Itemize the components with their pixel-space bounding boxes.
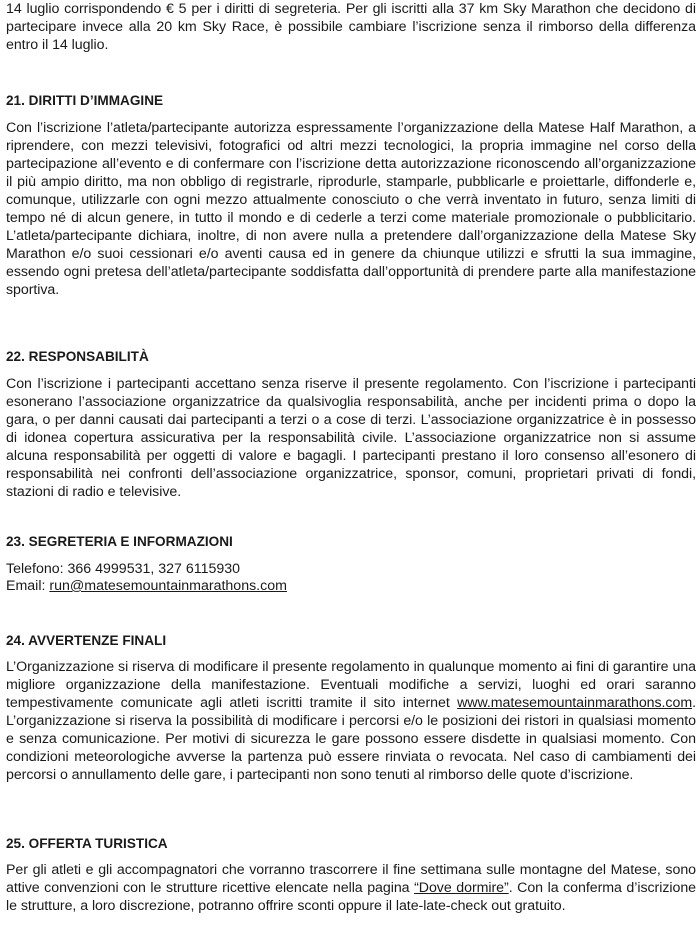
section-21-body: Con l’iscrizione l’atleta/partecipante autorizza espressamente l’organizzazione della Matese Half Marathon, a riprendere, con mezzi televisivi, fotografici od altri mezzi tecnologici, la propria immagine nel corso della partecipazione all’evento e di confermare con l’iscrizione detta autorizzazione riconoscendo all’organizzazione il più ampio diritto, ma non obbligo di registrarle, riprodurle, stamparle, pubblicarle e proiettarle, diffonderle e, comunque, utilizzarle con ogni mezzo attualmente conosciuto o che verrà inventato in futuro, senza limiti di tempo né di alcun genere, in tutto il mondo e di cederle a terzi come materiale promozionale o pubblicitario. L’atleta/partecipante dichiara, inoltre, di non avere nulla a pretendere dall’organizzazione della Matese Sky Marathon e/o suoi cessionari e/o aventi causa ed in genere da chiunque utilizzi e sfrutti la sua immagine, essendo ogni pretesa dell’atleta/partecipante soddisfatta dall’opportunità di prendere parte alla manifestazione sportiva. [6, 120, 696, 298]
dove-dormire-link[interactable]: “Dove dormire” [414, 880, 509, 896]
contact-email-link[interactable]: run@matesemountainmarathons.com [49, 578, 287, 594]
contact-email-label: Email: [6, 578, 50, 594]
section-21-title: 21. DIRITTI D’IMMAGINE [6, 93, 164, 108]
section-25-text-before: Per gli atleti e gli accompagnatori che vorranno trascorrere il fine settimana sulle montagne del Matese, sono attive convenzioni con le strutture ricettive elencate nella pagina [6, 862, 696, 896]
contact-email-line [6, 577, 287, 595]
section-25-text-after: . Con la conferma d’iscrizione le strutture, a loro discrezione, potranno offrire sconti oppure il late-late-check out gratuito. [6, 880, 696, 914]
section-24-body [6, 658, 696, 784]
intro-paragraph: 14 luglio corrispondendo € 5 per i diritti di segreteria. Per gli iscritti alla 37 km Sky Marathon che decidono di partecipare invece alla 20 km Sky Race, è possibile cambiare l’iscrizione senza il rimborso della differenza entro il 14 luglio. [6, 1, 696, 53]
section-24-text-after: . L’organizzazione si riserva la possibilità di modificare i percorsi e/o le posizioni dei ristori in qualsiasi momento e senza comunicazione. Per motivi di sicurezza le gare possono essere disdette in qualsiasi momento. Con condizioni meteorologiche avverse la partenza può essere rinviata o revocata. Nel caso di cambiamenti dei percorsi o annullamento delle gare, i partecipanti non sono tenuti al rimborso delle quote d’iscrizione. [6, 695, 696, 783]
section-24-text-before: L’Organizzazione si riserva di modificare il presente regolamento in qualunque momento ai fini di garantire una migliore organizzazione della manifestazione. Eventuali modifiche a servizi, luoghi ed orari saranno tempestivamente comunicate agli atleti iscritti tramite il sito internet [6, 659, 696, 711]
section-25-body [6, 861, 696, 915]
section-23-title: 23. SEGRETERIA E INFORMAZIONI [6, 534, 233, 549]
website-link[interactable]: www.matesemountainmarathons.com [457, 695, 693, 711]
section-22-title: 22. RESPONSABILITÀ [6, 349, 149, 364]
section-24-title: 24. AVVERTENZE FINALI [6, 633, 167, 648]
section-22-body: Con l’iscrizione i partecipanti accettano senza riserve il presente regolamento. Con l’iscrizione i partecipanti esonerano l’associazione organizzatrice da qualsivoglia responsabilità, anche per incidenti prima o dopo la gara, o per danni causati dai partecipanti a terzi o a cose di terzi. L’associazione organizzatrice è in possesso di idonea copertura assicurativa per la responsabilità civile. L’associazione organizzatrice non si assume alcuna responsabilità per oggetti di valore e bagagli. I partecipanti prestano il loro consenso all’esonero di responsabilità nei confronti dell’associazione organizzatrice, sponsor, comuni, proprietari privati di fondi, stazioni di radio e televisive. [6, 376, 696, 500]
section-25-title: 25. OFFERTA TURISTICA [6, 836, 168, 851]
contact-phone: Telefono: 366 4999531, 327 6115930 [6, 561, 241, 577]
